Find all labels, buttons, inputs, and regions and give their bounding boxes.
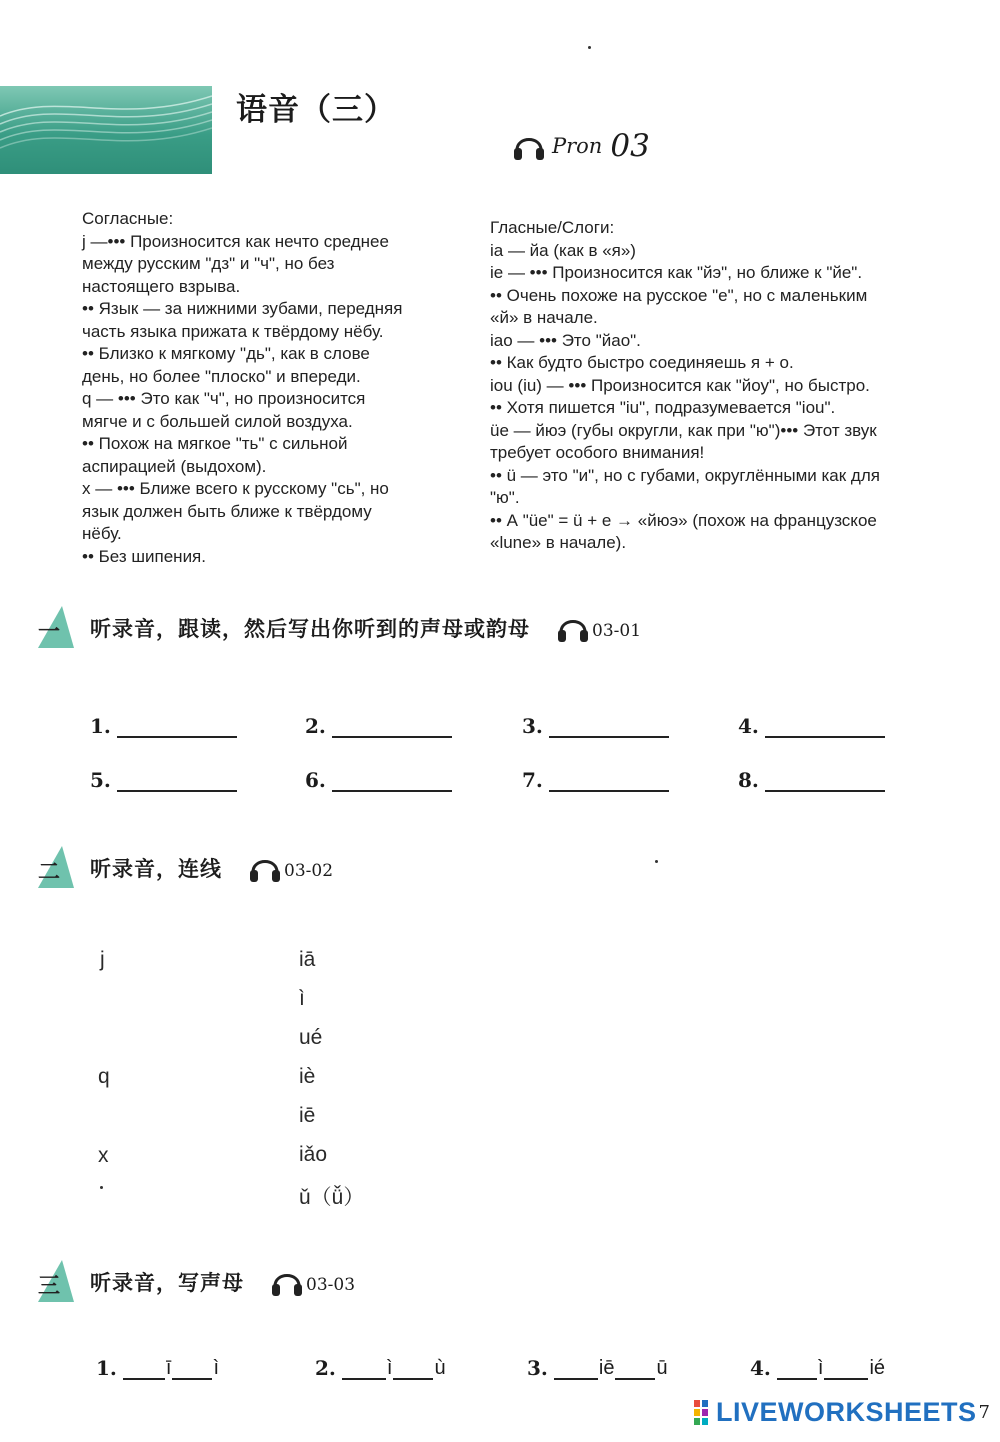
fill-final: ù	[434, 1357, 446, 1379]
blank-line[interactable]	[549, 718, 669, 738]
note-line: j —••• Произносится как нечто среднее	[82, 231, 389, 251]
note-line: q — ••• Это как "ч", но произносится	[82, 389, 366, 408]
section1-header	[36, 606, 641, 650]
fill-blank[interactable]	[824, 1360, 868, 1380]
answer-blank[interactable]	[305, 768, 452, 792]
match-right-item[interactable]: ué	[299, 1026, 323, 1049]
headphones-icon	[270, 1264, 304, 1300]
note-line: •• Похож на мягкое "ть" с сильной	[82, 434, 348, 453]
fill-final: ié	[869, 1357, 886, 1379]
note-line: •• Как будто быстро соединяешь я + о.	[490, 353, 794, 372]
note-line: нёбу.	[82, 524, 122, 543]
audio-code: 03-02	[284, 861, 334, 881]
match-right-item[interactable]: ì	[299, 987, 305, 1010]
liveworksheets-logo-icon	[694, 1400, 716, 1426]
fill-item	[315, 1356, 447, 1380]
note-line: •• ü — это "и", но с губами, округлёнными как для	[490, 465, 880, 485]
section-marker	[36, 606, 76, 650]
blank-number: 2.	[305, 714, 326, 738]
note-line: üe — йюэ (губы округли, как при "ю")••• Этот звук	[490, 420, 877, 440]
note-line: •• Хотя пишется "iu", подразумевается "iou".	[490, 398, 836, 417]
pron-number: 03	[610, 128, 650, 164]
pron-label: Pron	[552, 134, 603, 158]
fill-item	[750, 1356, 886, 1380]
section2-title: 听录音，连线	[90, 857, 222, 881]
fill-number: 3.	[527, 1356, 548, 1380]
blank-line[interactable]	[117, 718, 237, 738]
liveworksheets-watermark	[694, 1397, 990, 1428]
blank-line[interactable]	[332, 772, 452, 792]
fill-final: ì	[213, 1357, 220, 1379]
note-line: аспирацией (выдохом).	[82, 456, 267, 476]
match-left-item[interactable]: x	[98, 1144, 109, 1167]
section3-audio[interactable]	[270, 1264, 355, 1300]
blank-number: 8.	[738, 768, 759, 792]
note-line: требует особого внимания!	[490, 443, 705, 462]
page-number: 7	[978, 1402, 990, 1423]
fill-number: 1.	[96, 1356, 117, 1380]
pron-audio-label[interactable]	[512, 128, 650, 164]
audio-code: 03-01	[592, 621, 642, 641]
note-line: •• Без шипения.	[82, 546, 206, 566]
section1-title: 听录音，跟读，然后写出你听到的声母或韵母	[90, 617, 530, 641]
note-line: «й» в начале.	[490, 308, 598, 327]
section-marker	[36, 846, 76, 890]
fill-blank[interactable]	[777, 1360, 817, 1380]
page-title: 语音（三）	[236, 92, 396, 128]
section-marker	[36, 1260, 76, 1304]
answer-blank[interactable]	[90, 714, 237, 738]
headphones-icon	[556, 610, 590, 646]
blank-line[interactable]	[549, 772, 669, 792]
fill-blank[interactable]	[123, 1360, 165, 1380]
fill-final: ū	[656, 1357, 668, 1379]
section3-title: 听录音，写声母	[90, 1271, 244, 1295]
blank-line[interactable]	[332, 718, 452, 738]
note-line: мягче и с большей силой воздуха.	[82, 411, 353, 431]
match-left-item[interactable]: j	[100, 948, 105, 971]
blank-number: 3.	[522, 714, 543, 738]
audio-code: 03-03	[306, 1275, 356, 1295]
note-line: •• А "üe" = ü + e → «йюэ» (похож на французское	[490, 510, 877, 530]
note-line: настоящего взрыва.	[82, 276, 241, 296]
consonant-notes	[82, 208, 402, 568]
fill-blank[interactable]	[554, 1360, 598, 1380]
answer-blank[interactable]	[522, 714, 669, 738]
fill-final: ì	[817, 1357, 824, 1379]
note-line: iou (iu) — ••• Произносится как "йоу", но быстро.	[490, 375, 870, 395]
match-right-item[interactable]: iā	[299, 948, 316, 971]
section-numeral: 二	[38, 860, 61, 885]
blank-number: 5.	[90, 768, 111, 792]
section-numeral: 三	[38, 1274, 61, 1299]
note-line: x — ••• Ближе всего к русскому "сь", но	[82, 479, 389, 498]
banner-wave-decoration	[0, 86, 212, 174]
note-line: язык должен быть ближе к твёрдому	[82, 501, 372, 521]
scan-dot	[655, 860, 658, 863]
fill-blank[interactable]	[393, 1360, 433, 1380]
note-line: •• Язык — за нижними зубами, передняя	[82, 299, 403, 318]
note-line: часть языка прижата к твёрдому нёбу.	[82, 321, 384, 341]
note-line: день, но более "плоско" и впереди.	[82, 366, 361, 386]
answer-blank[interactable]	[305, 714, 452, 738]
answer-blank[interactable]	[522, 768, 669, 792]
vowel-notes	[490, 217, 880, 555]
fill-item	[96, 1356, 220, 1380]
answer-blank[interactable]	[738, 768, 885, 792]
blank-number: 4.	[738, 714, 759, 738]
match-left-item[interactable]: q	[98, 1065, 110, 1088]
fill-blank[interactable]	[342, 1360, 386, 1380]
fill-final: ì	[386, 1357, 393, 1379]
note-line: "ю".	[490, 488, 520, 507]
blank-number: 1.	[90, 714, 111, 738]
section3-header	[36, 1260, 355, 1304]
note-line: •• Очень похоже на русское "е", но с маленьким	[490, 285, 868, 305]
fill-blank[interactable]	[615, 1360, 655, 1380]
scan-dot	[588, 46, 591, 49]
note-line: iao — ••• Это "йао".	[490, 330, 641, 350]
header-banner	[0, 86, 212, 174]
note-line: ie — ••• Произносится как "йэ", но ближе к "йе".	[490, 263, 863, 282]
match-right-item[interactable]: iǎo	[299, 1143, 328, 1166]
blank-number: 6.	[305, 768, 326, 792]
note-line: •• Близко к мягкому "дь", как в слове	[82, 344, 370, 363]
fill-number: 2.	[315, 1356, 336, 1380]
section2-header	[36, 846, 333, 890]
note-line: «lune» в начале).	[490, 533, 627, 552]
answer-blank[interactable]	[738, 714, 885, 738]
fill-final: iē	[598, 1357, 615, 1379]
match-right-item[interactable]: iè	[299, 1065, 316, 1088]
section1-audio[interactable]	[556, 610, 641, 646]
note-line: между русским "дз" и "ч", но без	[82, 254, 335, 273]
section-numeral: 一	[38, 620, 61, 645]
brand-name: LIVEWORKSHEETS	[716, 1397, 977, 1427]
blank-line[interactable]	[117, 772, 237, 792]
note-line: ia — йа (как в «я»)	[490, 240, 636, 260]
note-line: Согласные:	[82, 209, 174, 228]
headphones-icon	[512, 128, 546, 164]
section2-audio[interactable]	[248, 850, 333, 886]
blank-line[interactable]	[765, 772, 885, 792]
match-right-item[interactable]: ǔ（ǚ）	[299, 1186, 365, 1209]
blank-number: 7.	[522, 768, 543, 792]
match-right-item[interactable]: iē	[299, 1104, 316, 1127]
note-line: Гласные/Слоги:	[490, 218, 615, 237]
headphones-icon	[248, 850, 282, 886]
answer-blank[interactable]	[90, 768, 237, 792]
fill-number: 4.	[750, 1356, 771, 1380]
fill-final: ī	[165, 1357, 172, 1379]
scan-dot	[100, 1186, 103, 1189]
fill-blank[interactable]	[172, 1360, 212, 1380]
fill-item	[527, 1356, 669, 1380]
blank-line[interactable]	[765, 718, 885, 738]
